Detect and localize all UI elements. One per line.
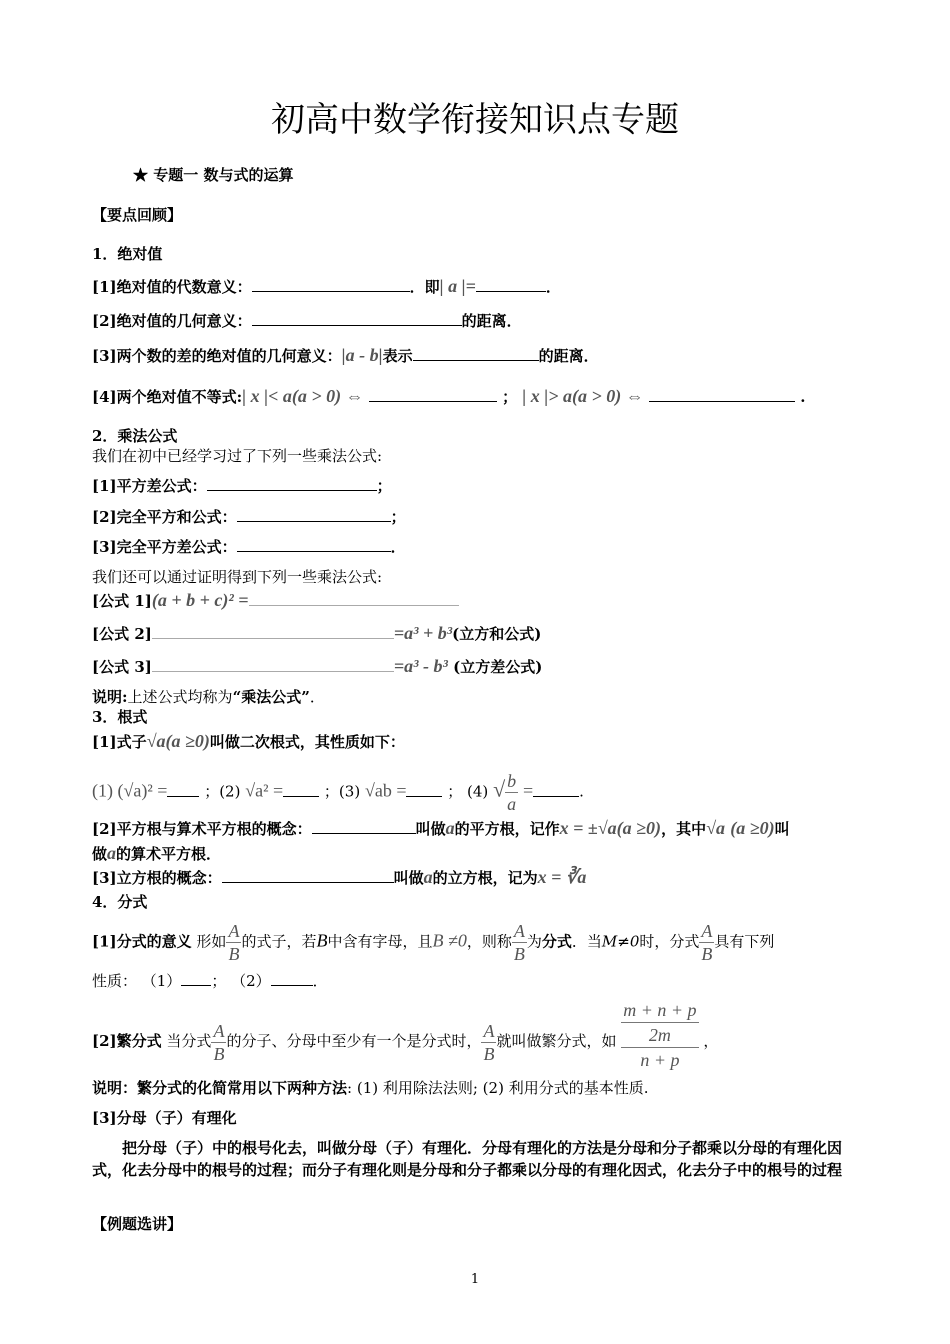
multiplication-intro-2: 我们还可以通过证明得到下列一些乘法公式: (92, 568, 383, 586)
radical-formula: √a(a ≥0) (146, 731, 210, 751)
text: ，则称 (466, 932, 512, 951)
text: [1]式子 (92, 733, 147, 751)
formula-square-sum: [2]完全平方和公式： ； (92, 508, 406, 526)
answer-blank[interactable] (252, 277, 410, 292)
fraction-a-over-b (699, 920, 714, 965)
answer-blank[interactable] (312, 819, 416, 834)
examples-heading: 【例题选讲】 (92, 1215, 183, 1233)
formula-1 (92, 590, 459, 611)
formula-3 (92, 656, 542, 677)
fraction-meaning (92, 920, 774, 965)
formula-label: [2]完全平方和公式： (92, 508, 237, 526)
term-fraction: 分式 (541, 932, 572, 951)
fraction-denominator: a (507, 794, 517, 814)
answer-blank[interactable] (406, 782, 442, 797)
answer-blank[interactable] (207, 476, 377, 491)
text: 的式子，若 (241, 932, 317, 951)
text: 的分子、分母中至少有一个是分式时， (226, 1032, 482, 1050)
property-4-fraction (505, 770, 518, 815)
abs-formula: | a |= (439, 276, 476, 296)
text: [2]繁分式 (92, 1032, 162, 1050)
property-1: (1) (√a)² = (92, 780, 168, 801)
rationalization-paragraph: 把分母（子）中的根号化去，叫做分母（子）有理化．分母有理化的方法是分母和分子都乘以分母的有理化因式，化去分母中的根号的过程；而分子有理化则是分母和分子都乘以分母的有理化因式，化去分子中的根号的过程 (92, 1139, 843, 1179)
text: ．当 (571, 932, 602, 951)
math-a: a (423, 867, 433, 887)
text: ． (309, 688, 325, 706)
fraction-numerator: A (483, 1020, 495, 1041)
formula-3-expression: =a³ - b³ (393, 656, 448, 676)
fraction-denominator: B (513, 944, 525, 964)
answer-blank[interactable] (237, 507, 391, 522)
fraction-a-over-b (481, 1020, 496, 1065)
text: ． (312, 972, 328, 990)
text: [1]分式的意义 (92, 932, 192, 951)
abs-algebraic-label: [1]绝对值的代数意义： (92, 278, 252, 296)
abs-line-3 (92, 345, 599, 366)
math-a: a (445, 818, 455, 838)
text: ；(2) (204, 782, 241, 801)
abs-inequality-label: [4]两个绝对值不等式: (92, 388, 243, 406)
text: 为 (526, 932, 542, 951)
fraction-denominator: B (228, 944, 240, 964)
fraction-denominator: B (213, 1043, 225, 1064)
text: ．即 (409, 278, 440, 296)
note-term: “乘法公式” (232, 688, 310, 706)
fraction-denominator: B (483, 1043, 495, 1064)
answer-blank[interactable] (649, 387, 795, 402)
text: 就叫做繁分式，如 (496, 1032, 617, 1050)
abs-line-4: [4]两个绝对值不等式:| x |< a(a > 0) ⇔ ； | x |> a(a > 0) ⇔ . (92, 386, 806, 406)
fraction-denominator: n + p (640, 1050, 680, 1070)
answer-blank[interactable] (167, 782, 199, 797)
fraction-a-over-b (512, 920, 527, 965)
note-text: 上述公式均称为 (127, 688, 233, 706)
text: 中含有字母，且 (327, 932, 433, 951)
section-absolute-value-heading: 1．绝对值 (92, 245, 163, 263)
property-2: √a² = (245, 780, 284, 801)
text: 的平方根，记作 (454, 820, 560, 838)
text: ，其中 (661, 820, 707, 838)
formula-2 (92, 623, 541, 644)
text: 形如 (196, 932, 227, 951)
topic-heading: ★ 专题一 数与式的运算 (133, 166, 294, 184)
text: 具有下列 (714, 932, 775, 951)
formula-label: [公式 2] (92, 625, 152, 643)
answer-blank[interactable] (237, 537, 391, 552)
abs-line-1: [1]绝对值的代数意义： ．即| a |= ． (92, 276, 561, 296)
text: 叫做 (415, 820, 446, 838)
cube-root-concept (92, 867, 586, 888)
sqrt-icon: √ (493, 776, 506, 802)
section-radicals-heading: 3．根式 (92, 708, 148, 726)
equals: = (522, 780, 534, 801)
page-title: 初高中数学衔接知识点专题 (271, 100, 679, 140)
abs-diff-formula: |a - b| (341, 345, 383, 365)
page-number: 1 (470, 1272, 480, 1287)
multiplication-note (92, 686, 325, 707)
fraction-numerator: A (228, 921, 240, 941)
note-label: 说明：繁分式的化简常用以下两种方法 (92, 1079, 348, 1097)
text: 性质： （1） (92, 972, 182, 990)
formula-2-expression: =a³ + b³ (393, 623, 453, 643)
answer-blank[interactable] (152, 624, 394, 639)
formula-label: [1]平方差公式： (92, 477, 207, 495)
text: 表示 (382, 347, 413, 365)
fraction-numerator: b (507, 771, 517, 791)
math-a: a (107, 843, 117, 863)
section-fractions-heading: 4．分式 (92, 893, 148, 911)
answer-blank[interactable] (271, 971, 313, 986)
answer-blank[interactable] (252, 311, 462, 326)
fraction-numerator: A (213, 1020, 225, 1041)
complex-fraction (92, 1000, 719, 1072)
text: 做 (92, 845, 108, 863)
answer-blank[interactable] (476, 277, 546, 292)
formula-2-name: (立方和公式) (452, 625, 542, 643)
text: ， (703, 1032, 719, 1050)
math-b: B (316, 930, 328, 951)
text: 的算术平方根． (116, 845, 222, 863)
formula-label: [公式 3] (92, 658, 152, 676)
text: 的距离． (461, 312, 522, 330)
rationalization-heading: [3]分母（子）有理化 (92, 1109, 237, 1127)
text: [3]立方根的概念： (92, 869, 222, 887)
answer-blank[interactable] (222, 868, 394, 883)
text: 时，分式 (639, 932, 700, 951)
note-label: 说明: (92, 688, 128, 706)
section-multiplication-heading: 2．乘法公式 (92, 427, 178, 445)
complex-fraction-note (92, 1077, 648, 1098)
formula-1-expression: (a + b + c)² = (151, 590, 249, 610)
text: 叫做二次根式，其性质如下： (209, 733, 405, 751)
text: 的距离． (538, 347, 599, 365)
condition: (a ≥0) (730, 818, 775, 838)
text: 当分式 (166, 1032, 212, 1050)
fraction-a-over-b (226, 920, 241, 965)
square-root-notation: x = ±√a(a ≥0) (559, 818, 662, 838)
text: ； (4) (447, 782, 489, 801)
property-3: √ab = (364, 780, 407, 801)
text: [2]平方根与算术平方根的概念： (92, 820, 312, 838)
answer-blank[interactable] (413, 346, 539, 361)
formula-label: [3]完全平方差公式： (92, 538, 237, 556)
condition: M≠0 (601, 932, 640, 951)
fraction-numerator: A (513, 921, 525, 941)
arithmetic-root: √a (706, 818, 725, 838)
answer-blank[interactable] (152, 657, 394, 672)
review-heading: 【要点回顾】 (92, 206, 183, 224)
radical-properties: (1) (√a)² = ；(2) √a² = ；(3) √ab = ； (4) √ $\frac{b}{a}$ = . (92, 771, 584, 814)
complex-fraction-example (621, 998, 698, 1072)
fraction-numerator: m + n + p (623, 1000, 697, 1020)
square-root-concept (92, 818, 790, 839)
answer-blank[interactable] (369, 387, 497, 402)
cube-root-notation: x = ∛a (537, 867, 587, 887)
text: 叫 (774, 820, 790, 838)
text: 叫做 (393, 869, 424, 887)
abs-line-2 (92, 310, 522, 331)
multiplication-intro: 我们在初中已经学习过了下列一些乘法公式: (92, 447, 383, 465)
formula-difference-of-squares: [1]平方差公式： ； (92, 477, 392, 495)
condition: B ≠0 (432, 930, 467, 951)
square-root-concept-cont (92, 843, 221, 864)
answer-blank[interactable] (533, 782, 579, 797)
formula-3-name: (立方差公式) (453, 658, 543, 676)
inequality-formula-2: | x |> a(a > 0) ⇔ (522, 386, 644, 406)
answer-blank[interactable] (283, 782, 319, 797)
formula-label: [公式 1] (92, 592, 152, 610)
text: ；(3) (323, 782, 361, 801)
fraction-denominator: B (701, 944, 713, 964)
answer-blank[interactable] (249, 591, 459, 606)
radical-definition (92, 731, 405, 752)
fraction-numerator: A (701, 921, 713, 941)
text: 的立方根，记为 (432, 869, 538, 887)
answer-blank[interactable] (181, 971, 211, 986)
note-text: : (1) 利用除法法则; (2) 利用分式的基本性质. (347, 1079, 649, 1097)
abs-geometric-label: [2]绝对值的几何意义： (92, 312, 252, 330)
fraction-middle: 2m (621, 1022, 698, 1048)
fraction-properties (92, 970, 328, 991)
formula-square-difference: [3]完全平方差公式： ． (92, 538, 406, 556)
abs-diff-label: [3]两个数的差的绝对值的几何意义： (92, 347, 342, 365)
text: ； （2） (211, 972, 271, 990)
inequality-formula-1: | x |< a(a > 0) ⇔ (242, 386, 364, 406)
fraction-a-over-b (211, 1020, 226, 1065)
